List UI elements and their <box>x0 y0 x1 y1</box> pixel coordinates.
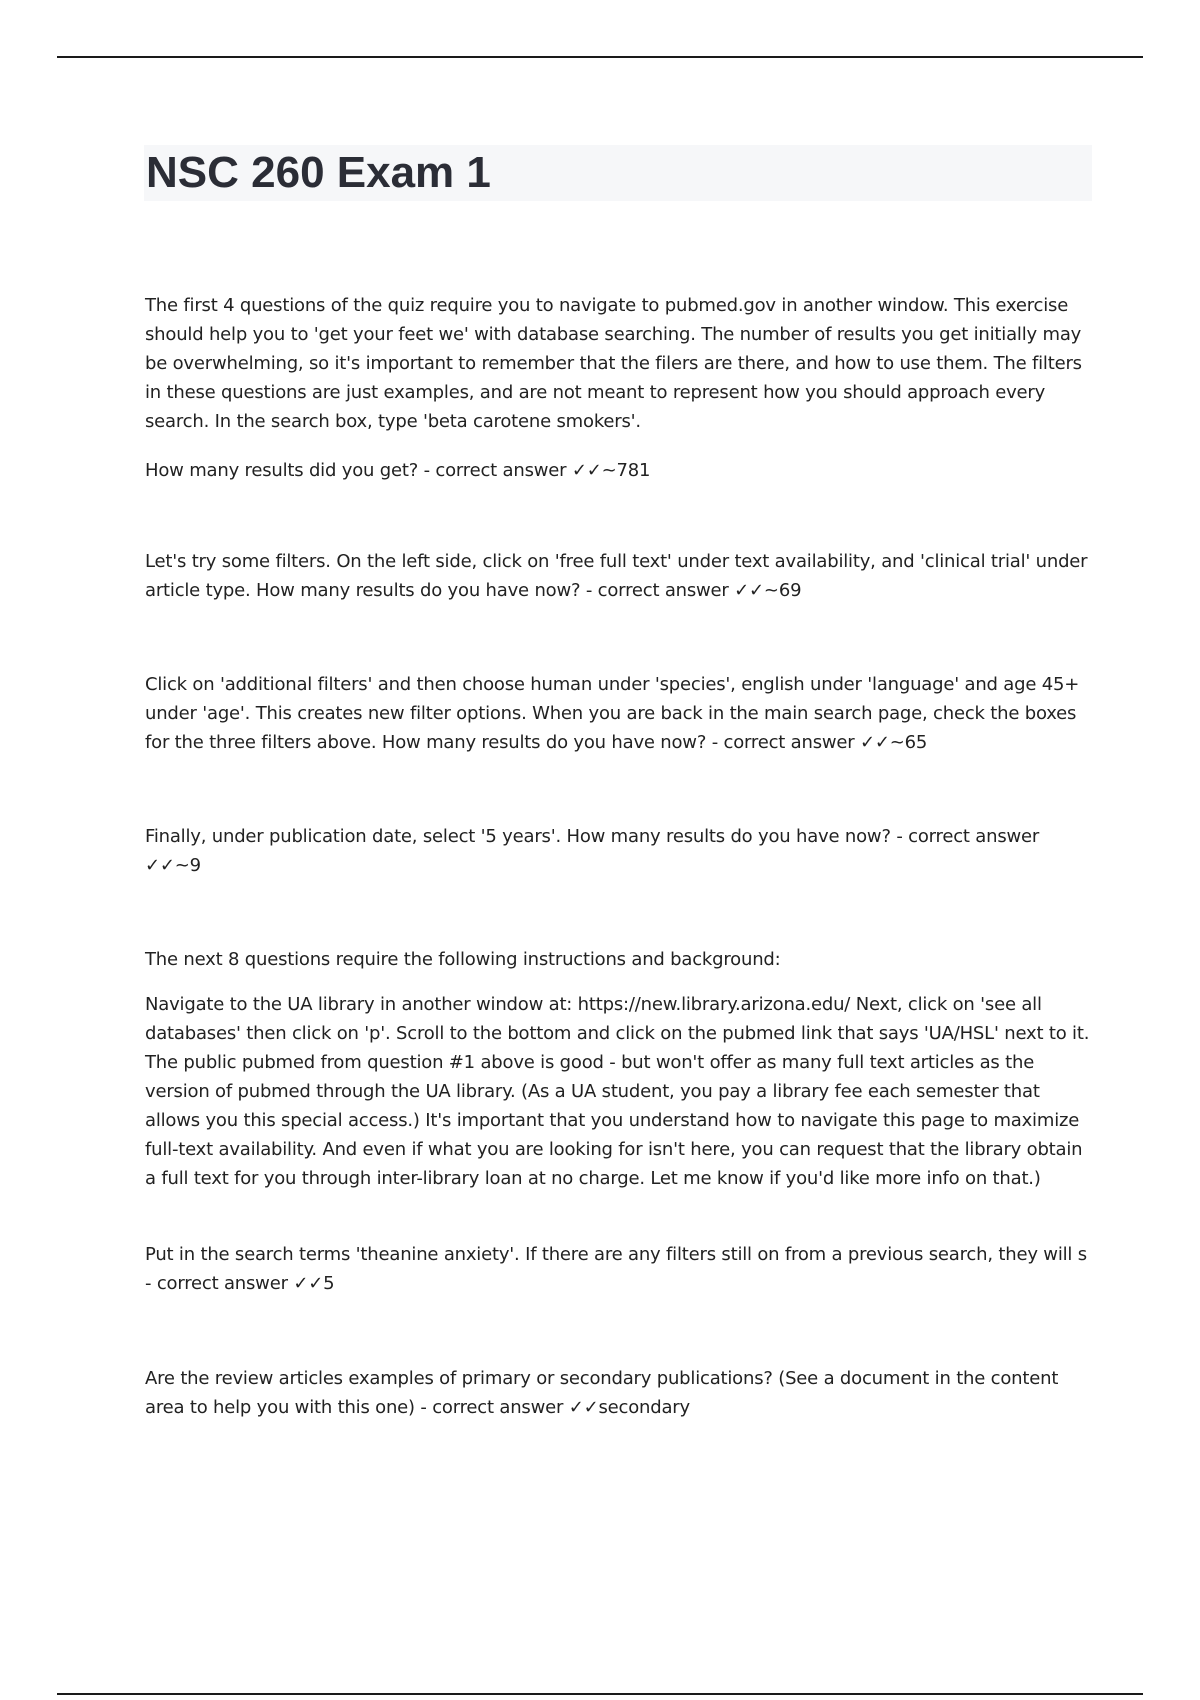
question-text: Finally, under publication date, select '5 years'. How many results do you have now? - correct answer <box>145 826 1040 847</box>
intro-paragraph <box>145 291 1095 436</box>
question-text: Click on 'additional filters' and then choose human under 'species', english under 'language' and age 45+ under 'age'. This creates new filter options. When you are back in the main search page, check the boxes for the three filters above. How many results do you have now? - correct answer <box>145 674 1080 753</box>
correct-answer: ✓✓~65 <box>860 732 928 753</box>
question-paragraph <box>145 670 1095 757</box>
question-text: How many results did you get? - correct answer <box>145 460 567 481</box>
question-paragraph <box>145 1364 1095 1422</box>
header-rule <box>57 56 1143 58</box>
question-paragraph <box>145 456 1095 485</box>
correct-answer: ✓✓~781 <box>571 460 651 481</box>
question-paragraph <box>145 1240 1095 1298</box>
question-text: Let's try some filters. On the left side, click on 'free full text' under text availability, and 'clinical trial' under article type. How many results do you have now? - correct answer <box>145 551 1088 601</box>
question-paragraph <box>145 547 1095 605</box>
question-text: Are the review articles examples of primary or secondary publications? (See a document in the content area to help you with this one) - correct answer <box>145 1368 1059 1418</box>
intro-text: The first 4 questions of the quiz require you to navigate to pubmed.gov in another window. This exercise should help you to 'get your feet we' with database searching. The number of results you get initially may be overwhelming, so it's important to remember that the filers are there, and how to use them. The filters in these questions are just examples, and are not meant to represent how you should approach every search. In the search box, type 'beta carotene smokers'. <box>145 295 1082 432</box>
correct-answer: ✓✓5 <box>293 1273 335 1294</box>
instructions-text: Navigate to the UA library in another window at: https://new.library.arizona.edu/ Next, click on 'see all databases' then click on 'p'. Scroll to the bottom and click on the pubmed link that says 'UA/HSL' next to it. The public pubmed from question #1 above is good - but won't offer as many full text articles as the version of pubmed through the UA library. (As a UA student, you pay a library fee each semester that allows you this special access.) It's important that you understand how to navigate this page to maximize full-text availability. And even if what you are looking for isn't here, you can request that the library obtain a full text for you through inter-library loan at no charge. Let me know if you'd like more info on that.) <box>145 994 1090 1189</box>
question-paragraph <box>145 822 1095 880</box>
instructions-paragraph <box>145 990 1095 1193</box>
question-text: Put in the search terms 'theanine anxiety'. If there are any filters still on from a previous search, they will s - correct answer <box>145 1244 1087 1294</box>
correct-answer: ✓✓~9 <box>145 855 201 876</box>
section-intro <box>145 945 1095 974</box>
footer-rule <box>57 1693 1143 1695</box>
section-intro-text: The next 8 questions require the following instructions and background: <box>145 949 781 970</box>
document-title: NSC 260 Exam 1 <box>146 148 491 197</box>
correct-answer: ✓✓secondary <box>568 1397 690 1418</box>
correct-answer: ✓✓~69 <box>734 580 802 601</box>
